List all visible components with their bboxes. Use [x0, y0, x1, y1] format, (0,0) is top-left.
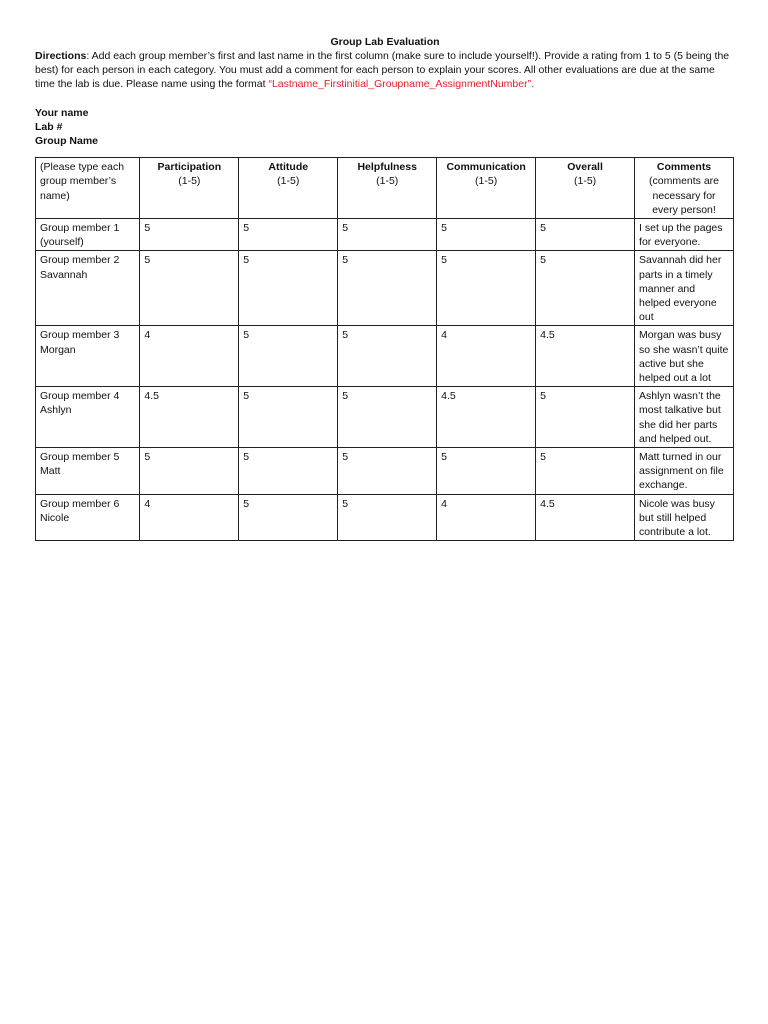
- comment-cell[interactable]: Morgan was busy so she wasn’t quite active but she helped out a lot: [635, 326, 734, 387]
- member-cell[interactable]: Group member 1 (yourself): [36, 219, 140, 251]
- communication-cell[interactable]: 4: [437, 326, 536, 387]
- participation-cell[interactable]: 4: [140, 494, 239, 541]
- table-row: [36, 219, 734, 251]
- communication-cell[interactable]: 4: [437, 494, 536, 541]
- attitude-header: Attitude (1-5): [239, 158, 338, 219]
- comment-cell[interactable]: Nicole was busy but still helped contribute a lot.: [635, 494, 734, 541]
- table-row: [36, 494, 734, 541]
- attitude-cell[interactable]: 5: [239, 219, 338, 251]
- member-column-header: (Please type each group member’s name): [36, 158, 140, 219]
- member-cell[interactable]: Group member 2 Savannah: [36, 251, 140, 326]
- table-row: [36, 387, 734, 448]
- directions-text: : Add each group member’s first and last name in the first column (make sure to include yourself!). Provide a rating from 1 to 5 (5 being the best) for each person in each category. You must add a comment for each person to explain your scores. All other evaluations are due at the same time the lab is due. Please name using the format: [35, 50, 730, 91]
- info-fields: [35, 106, 735, 149]
- document-title: Group Lab Evaluation: [330, 36, 440, 48]
- table-row: [36, 326, 734, 387]
- attitude-cell[interactable]: 5: [239, 326, 338, 387]
- overall-header: Overall (1-5): [536, 158, 635, 219]
- your-name-field: Your name: [35, 106, 89, 119]
- directions-label: Directions: [35, 50, 87, 62]
- member-cell[interactable]: Group member 6 Nicole: [36, 494, 140, 541]
- communication-header: Communication (1-5): [437, 158, 536, 219]
- member-cell[interactable]: Group member 3 Morgan: [36, 326, 140, 387]
- helpfulness-cell[interactable]: 5: [338, 219, 437, 251]
- helpfulness-header: Helpfulness (1-5): [338, 158, 437, 219]
- overall-cell[interactable]: 4.5: [536, 326, 635, 387]
- table-header-row: [36, 158, 734, 219]
- participation-cell[interactable]: 4: [140, 326, 239, 387]
- document-page: [35, 35, 735, 541]
- helpfulness-cell[interactable]: 5: [338, 326, 437, 387]
- helpfulness-cell[interactable]: 5: [338, 251, 437, 326]
- filename-format: “Lastname_Firstinitial_Groupname_AssignmentNumber”.: [268, 78, 534, 91]
- attitude-cell[interactable]: 5: [239, 251, 338, 326]
- participation-cell[interactable]: 5: [140, 448, 239, 495]
- participation-header: Participation (1-5): [140, 158, 239, 219]
- overall-cell[interactable]: 5: [536, 219, 635, 251]
- attitude-cell[interactable]: 5: [239, 387, 338, 448]
- evaluation-table: [35, 157, 734, 541]
- table-row: [36, 251, 734, 326]
- comments-header: Comments (comments are necessary for every person!: [635, 158, 734, 219]
- member-cell[interactable]: Group member 5 Matt: [36, 448, 140, 495]
- participation-cell[interactable]: 5: [140, 251, 239, 326]
- overall-cell[interactable]: 5: [536, 387, 635, 448]
- comment-cell[interactable]: Matt turned in our assignment on file exchange.: [635, 448, 734, 495]
- comment-cell[interactable]: Savannah did her parts in a timely manner and helped everyone out: [635, 251, 734, 326]
- member-cell[interactable]: Group member 4 Ashlyn: [36, 387, 140, 448]
- overall-cell[interactable]: 5: [536, 251, 635, 326]
- participation-cell[interactable]: 5: [140, 219, 239, 251]
- group-name-field: Group Name: [35, 135, 99, 148]
- communication-cell[interactable]: 5: [437, 219, 536, 251]
- comment-cell[interactable]: Ashlyn wasn’t the most talkative but she did her parts and helped out.: [635, 387, 734, 448]
- participation-cell[interactable]: 4.5: [140, 387, 239, 448]
- lab-number-field: Lab #: [35, 120, 63, 133]
- attitude-cell[interactable]: 5: [239, 448, 338, 495]
- communication-cell[interactable]: 5: [437, 448, 536, 495]
- overall-cell[interactable]: 4.5: [536, 494, 635, 541]
- helpfulness-cell[interactable]: 5: [338, 494, 437, 541]
- attitude-cell[interactable]: 5: [239, 494, 338, 541]
- communication-cell[interactable]: 5: [437, 251, 536, 326]
- comment-cell[interactable]: I set up the pages for everyone.: [635, 219, 734, 251]
- table-row: [36, 448, 734, 495]
- communication-cell[interactable]: 4.5: [437, 387, 536, 448]
- helpfulness-cell[interactable]: 5: [338, 387, 437, 448]
- overall-cell[interactable]: 5: [536, 448, 635, 495]
- directions-paragraph: [35, 49, 735, 92]
- helpfulness-cell[interactable]: 5: [338, 448, 437, 495]
